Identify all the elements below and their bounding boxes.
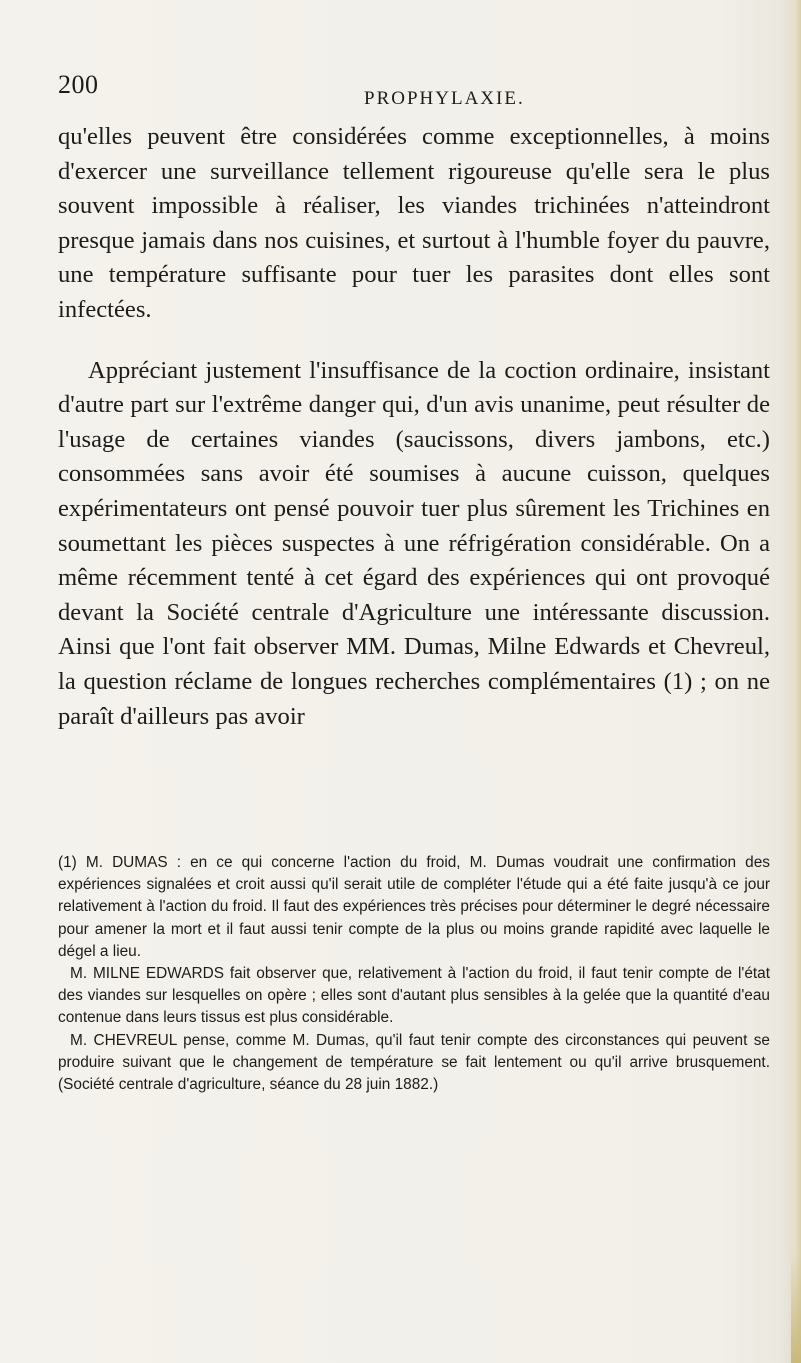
body-paragraph-2: Appréciant justement l'insuffisance de la coction ordinaire, insistant d'autre part sur l'extrême danger qui, d'un avis unanime, peut résulter de l'usage de certaines viandes (saucissons, divers jambons, etc.) consommées sans avoir été soumises à aucune cuisson, quelques expérimentateurs ont pensé pouvoir tuer plus sûrement les Trichines en soumettant les pièces suspectes à une réfrigération considérable. On a même récemment tenté à cet égard des expériences qui ont provoqué devant la Société centrale d'Agriculture une intéressante discussion. Ainsi que l'ont fait observer MM. Dumas, Milne Edwards et Chevreul, la question réclame de longues recherches complémentaires (1) ; on ne paraît d'ailleurs pas avoir: [58, 356, 770, 730]
page-number: 200: [58, 70, 99, 99]
body-paragraph-1: qu'elles peuvent être considérées comme exceptionnelles, à moins d'exercer une surveillance tellement rigoureuse qu'elle sera le plus souvent impossible à réaliser, les viandes trichinées n'atteindront presque jamais dans nos cuisines, et surtout à l'humble foyer du pauvre, une température suffisante pour tuer les parasites dont elles sont infectées.: [58, 123, 770, 323]
page-edge-shadow: [787, 0, 801, 1363]
footnote-chevreul: M. CHEVREUL pense, comme M. Dumas, qu'il faut tenir compte des circonstances qui peuvent se produire suivant que le changement de température se fait lentement ou qu'il arrive brusquement. (Société centrale d'agriculture, séance du 28 juin 1882.): [58, 1031, 770, 1094]
footnote-dumas: (1) M. DUMAS : en ce qui concerne l'action du froid, M. Dumas voudrait une confirmation des expériences signalées et croit aussi qu'il serait utile de compléter l'étude qui a été faite jusqu'à ce jour relativement à l'action du froid. Il faut des expériences très précises pour déterminer le degré nécessaire pour amener la mort et il faut aussi tenir compte de la plus ou moins grande rapidité avec laquelle le dégel a lieu.: [58, 854, 770, 960]
running-title: PROPHYLAXIE.: [364, 88, 525, 109]
main-text: [58, 120, 770, 734]
page-edge-stain: [791, 1253, 801, 1363]
footnotes: [58, 852, 770, 1096]
footnote-milne-edwards: M. MILNE EDWARDS fait observer que, relativement à l'action du froid, il faut tenir compte de l'état des viandes sur lesquelles on opère ; elles sont d'autant plus sensibles à la gelée que la quantité d'eau contenue dans leurs tissus est plus considérable.: [58, 965, 770, 1027]
